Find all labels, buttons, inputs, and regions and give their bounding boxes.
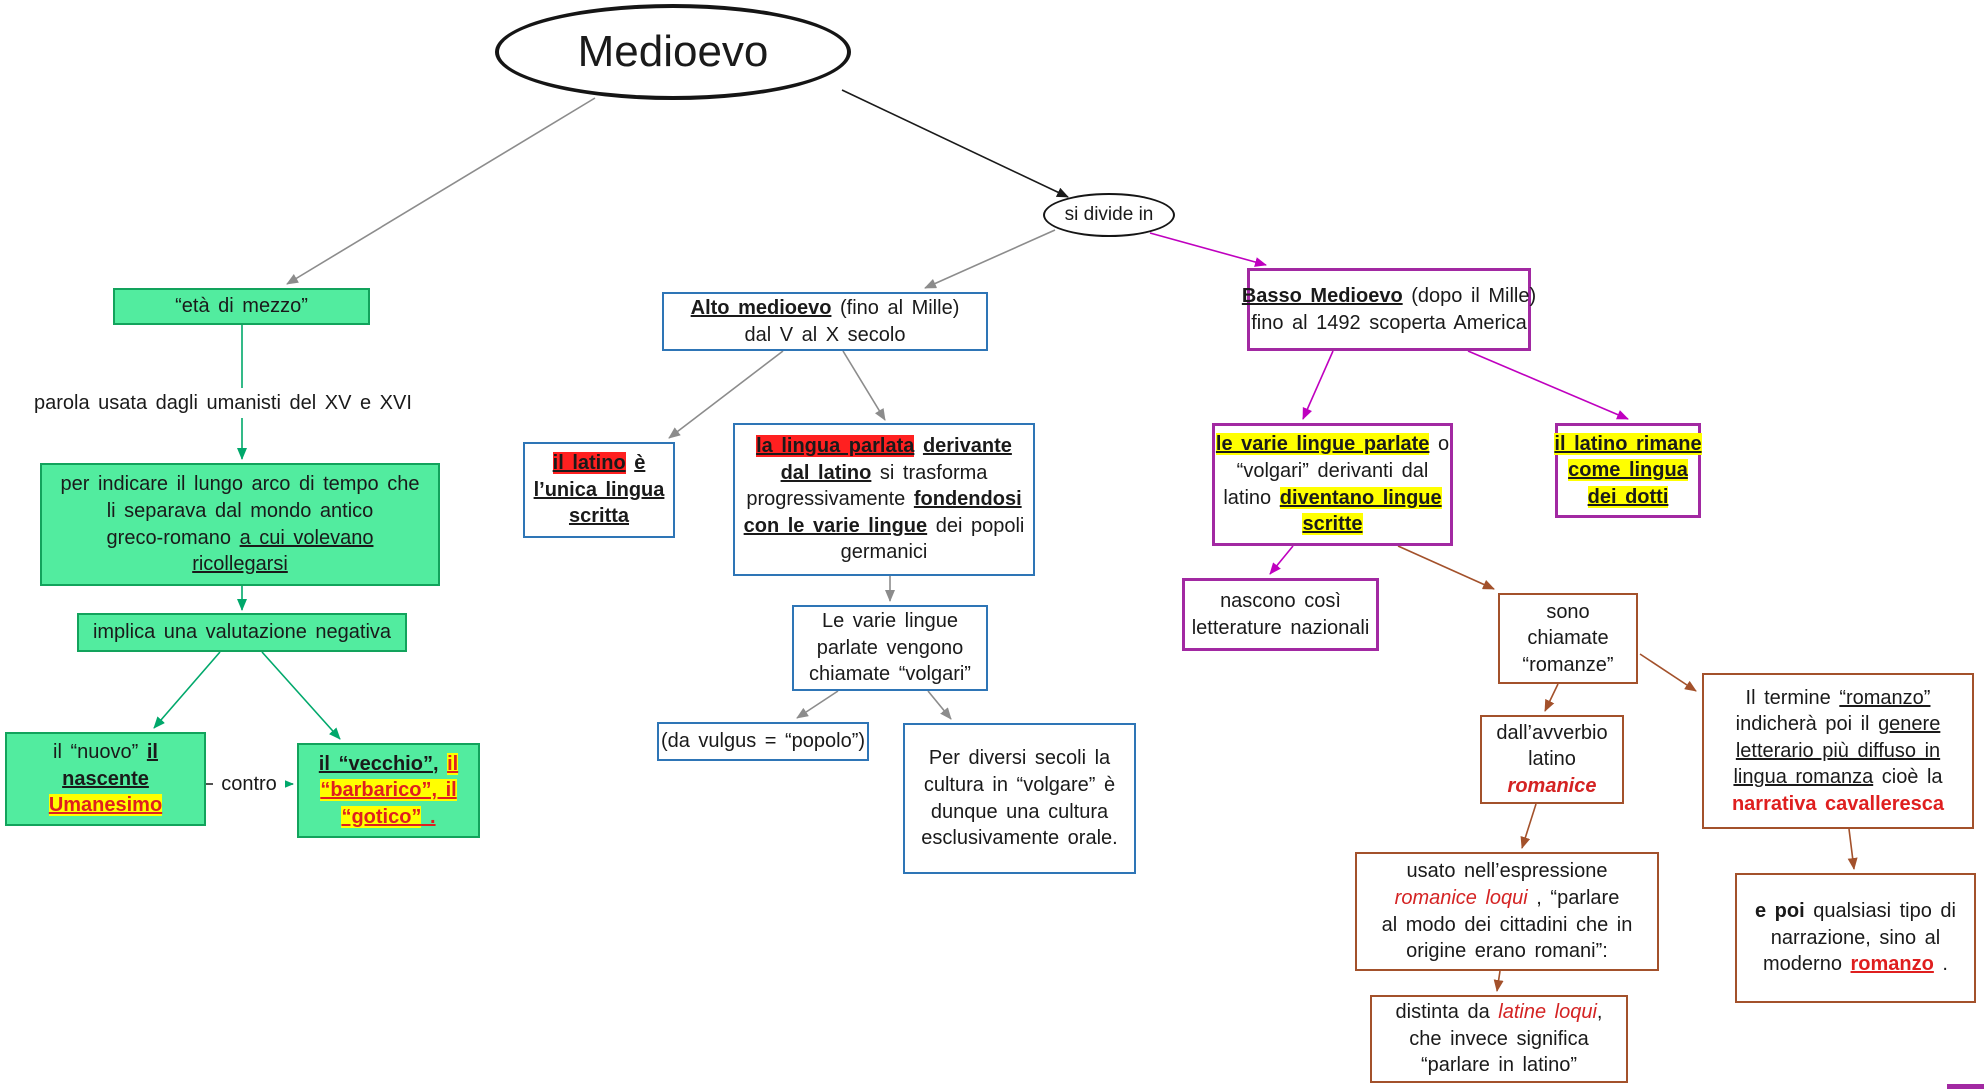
- text-segment: il: [447, 752, 459, 775]
- text-line: [1065, 202, 1154, 227]
- edge-alto-medioevo--la-lingua-parlata: [843, 351, 885, 420]
- node-il-vecchio-barbarico: [297, 743, 480, 838]
- text-line: [756, 433, 1012, 460]
- text-segment: scritte: [1302, 513, 1363, 536]
- text-line: [1223, 485, 1441, 512]
- text-segment: il “vecchio”,: [318, 752, 439, 775]
- text-segment: il latino rimane: [1554, 432, 1702, 455]
- text-segment: “romanze”: [1522, 653, 1614, 676]
- text-segment: “gotico”: [341, 805, 422, 828]
- node-dallavverbio-romanice: [1480, 715, 1624, 804]
- text-segment: contro: [221, 772, 277, 795]
- edge-si-divide-in--basso-medioevo: [1150, 233, 1266, 265]
- text-segment: narrazione, sino al: [1770, 926, 1941, 949]
- text-line: [1736, 711, 1941, 738]
- text-segment: “parlare in latino”: [1420, 1054, 1578, 1077]
- text-segment: lingua romanza: [1733, 766, 1874, 789]
- text-line: [1395, 885, 1620, 912]
- text-segment: (dopo il Mille): [1402, 284, 1537, 307]
- text-segment: scritta: [568, 505, 630, 528]
- text-segment: nascono così: [1220, 589, 1341, 612]
- text-segment: il latino: [552, 452, 626, 475]
- text-line: [175, 293, 308, 320]
- text-segment: .: [421, 805, 436, 828]
- text-line: [578, 23, 769, 82]
- text-line: [319, 751, 458, 778]
- text-line: [320, 777, 456, 804]
- text-line: [49, 792, 162, 819]
- text-segment: ricollegarsi: [192, 553, 288, 576]
- text-line: [569, 503, 629, 530]
- text-line: [93, 619, 391, 646]
- text-segment: Basso Medioevo: [1241, 284, 1403, 307]
- text-line: [1406, 938, 1608, 965]
- text-line: [1528, 746, 1576, 773]
- text-segment: Umanesimo: [48, 794, 163, 817]
- text-segment: le varie lingue parlate: [1215, 433, 1430, 456]
- node-la-lingua-parlata: [733, 423, 1035, 576]
- text-line: [1554, 431, 1701, 458]
- text-segment: è: [634, 452, 646, 475]
- node-per-diversi-secoli: [903, 723, 1136, 874]
- text-segment: l’unica lingua: [533, 478, 665, 501]
- node-alto-medioevo: [662, 292, 988, 351]
- text-line: [1733, 764, 1942, 791]
- text-segment: , “parlare: [1527, 886, 1620, 909]
- text-segment: ,: [1596, 1001, 1603, 1024]
- node-per-indicare: [40, 463, 440, 586]
- text-segment: dal latino: [780, 461, 872, 484]
- text-line: [107, 525, 374, 552]
- edge-dallavverbio--usato: [1522, 804, 1536, 848]
- text-line: [781, 460, 988, 487]
- text-segment: il “nuovo”: [53, 741, 147, 764]
- node-nascono-letterature: [1182, 578, 1379, 651]
- ellipse-si-divide-in: [1043, 193, 1175, 237]
- text-line: [1763, 951, 1948, 978]
- text-segment: si divide in: [1064, 204, 1154, 226]
- text-segment: e poi: [1755, 900, 1805, 923]
- node-eta-di-mezzo: [113, 288, 370, 325]
- text-segment: “barbarico”, il: [320, 779, 457, 802]
- edge-le-varie-lingue--per-diversi: [928, 691, 951, 719]
- text-segment: dei popoli: [927, 514, 1025, 537]
- text-segment: chiamate “volgari”: [809, 663, 971, 686]
- text-segment: dei dotti: [1587, 485, 1669, 508]
- text-line: [341, 804, 435, 831]
- text-segment: “romanzo”: [1839, 686, 1931, 709]
- text-line: [661, 728, 865, 755]
- text-segment: nascente: [62, 767, 149, 790]
- node-il-termine-romanzo: [1702, 673, 1974, 829]
- text-segment: fondendosi: [913, 488, 1022, 511]
- edge-le-varie-lingue--da-vulgus: [797, 691, 838, 718]
- node-basso-medioevo: [1241, 268, 1537, 351]
- text-line: [1220, 588, 1341, 615]
- text-segment: [626, 452, 635, 474]
- edge-le-varie-parlate--sono-chiamate: [1398, 546, 1494, 589]
- text-segment: a cui volevano: [239, 526, 374, 549]
- cutoff-box-fragment: [1947, 1084, 1984, 1089]
- text-line: [61, 471, 420, 498]
- text-segment: derivante: [922, 435, 1012, 458]
- text-line: [1527, 625, 1608, 652]
- text-segment: usato nell’espressione: [1406, 860, 1608, 883]
- edge-si-divide-in--alto-medioevo: [925, 230, 1055, 288]
- text-line: [1407, 858, 1608, 885]
- edge-implica--il-vecchio: [262, 652, 340, 739]
- text-segment: indicherà poi il: [1735, 713, 1879, 736]
- node-le-varie-lingue-volgari: [792, 605, 988, 691]
- ellipse-medioevo: [495, 4, 851, 100]
- text-line: [107, 498, 374, 525]
- text-segment: dall’avverbio: [1496, 721, 1608, 744]
- node-le-varie-lingue-parlate: [1212, 423, 1453, 546]
- text-line: [1771, 925, 1940, 952]
- text-line: [192, 551, 288, 578]
- text-line: [921, 825, 1117, 852]
- text-line: [1237, 458, 1429, 485]
- text-line: [1242, 283, 1536, 310]
- text-line: [1396, 999, 1603, 1026]
- text-segment: [914, 435, 923, 457]
- text-segment: la lingua parlata: [756, 435, 915, 458]
- node-usato-romanice-loqui: [1355, 852, 1659, 971]
- text-segment: cioè la: [1873, 766, 1943, 789]
- text-segment: chiamate: [1527, 627, 1609, 650]
- node-il-nuovo-umanesimo: [5, 732, 206, 826]
- text-line: [1192, 615, 1370, 642]
- text-line: [534, 477, 665, 504]
- text-line: [841, 539, 928, 566]
- text-segment: romanice: [1507, 774, 1597, 797]
- text-segment: latine loqui: [1498, 1001, 1597, 1024]
- text-segment: letterature nazionali: [1191, 616, 1370, 639]
- text-segment: “volgari” derivanti dal: [1236, 459, 1429, 482]
- edge-implica--il-nuovo: [154, 652, 220, 728]
- text-line: [744, 513, 1025, 540]
- text-segment: parola usata dagli umanisti del XV e XVI: [34, 391, 412, 414]
- text-line: [691, 295, 960, 322]
- text-segment: dal V al X secolo: [744, 323, 906, 346]
- text-line: [931, 799, 1108, 826]
- edge-medioevo--eta-di-mezzo: [287, 98, 595, 284]
- text-line: [1216, 431, 1449, 458]
- text-segment: per indicare il lungo arco di tempo che: [60, 473, 420, 496]
- edge-medioevo--si-divide-in: [842, 90, 1068, 197]
- text-segment: (da vulgus = “popolo”): [660, 730, 866, 753]
- text-segment: latino: [1223, 486, 1280, 509]
- text-segment: cultura in “volgare” è: [923, 773, 1116, 796]
- text-segment: greco-romano: [106, 526, 240, 549]
- text-segment: distinta da: [1395, 1001, 1499, 1024]
- edge-sono-chiamate--il-termine: [1640, 654, 1696, 691]
- text-line: [817, 635, 963, 662]
- text-segment: letterario più diffuso in: [1735, 739, 1941, 762]
- text-segment: come lingua: [1568, 459, 1688, 482]
- text-line: [1588, 484, 1669, 511]
- text-segment: dunque una cultura: [930, 800, 1109, 823]
- text-line: [53, 739, 158, 766]
- text-line: [822, 608, 958, 635]
- text-segment: Per diversi secoli la: [928, 747, 1111, 770]
- text-segment: romanzo: [1850, 953, 1934, 976]
- text-segment: che invece significa: [1409, 1027, 1589, 1050]
- node-distinta-latine-loqui: [1370, 995, 1628, 1083]
- edge-usato--distinta: [1497, 971, 1500, 991]
- text-line: [1755, 898, 1956, 925]
- text-segment: romanice loqui: [1394, 886, 1528, 909]
- node-sono-chiamate-romanze: [1498, 593, 1638, 684]
- text-segment: .: [1933, 953, 1948, 976]
- text-segment: li separava dal mondo antico: [106, 499, 374, 522]
- text-line: [1496, 720, 1607, 747]
- text-segment: “età di mezzo”: [175, 295, 308, 318]
- text-line: [746, 486, 1021, 513]
- text-segment: (fino al Mille): [831, 296, 960, 319]
- label-contro: [213, 770, 285, 798]
- node-e-poi-romanzo: [1735, 873, 1976, 1003]
- text-segment: genere: [1878, 713, 1941, 736]
- node-il-latino-unica-lingua: [523, 442, 675, 538]
- text-line: [62, 766, 149, 793]
- node-da-vulgus: [657, 722, 869, 761]
- text-segment: progressivamente: [746, 488, 914, 511]
- text-parola-usata: [30, 388, 450, 418]
- node-il-latino-rimane: [1555, 423, 1701, 518]
- text-line: [809, 661, 971, 688]
- node-implica-valutazione: [77, 613, 407, 652]
- text-line: [1382, 912, 1633, 939]
- text-segment: con le varie lingue: [743, 514, 928, 537]
- text-line: [221, 771, 277, 798]
- text-segment: parlate vengono: [816, 636, 964, 659]
- text-line: [1508, 773, 1597, 800]
- text-segment: implica una valutazione negativa: [92, 621, 392, 644]
- edge-le-varie-parlate--nascono: [1270, 546, 1293, 574]
- text-line: [1251, 310, 1527, 337]
- text-line: [1522, 652, 1613, 679]
- edge-sono-chiamate--dallavverbio: [1545, 684, 1558, 711]
- text-segment: fino al 1492 scoperta America: [1251, 311, 1527, 334]
- text-line: [1568, 457, 1688, 484]
- text-segment: esclusivamente orale.: [921, 827, 1118, 850]
- text-segment: o: [1429, 433, 1450, 456]
- text-line: [553, 450, 646, 477]
- edge-il-termine--e-poi: [1849, 829, 1854, 869]
- text-segment: narrativa cavalleresca: [1731, 792, 1945, 815]
- text-line: [1732, 791, 1944, 818]
- text-segment: qualsiasi tipo di: [1804, 900, 1956, 923]
- edge-basso-medioevo--il-latino-rimane: [1468, 351, 1628, 419]
- text-line: [929, 745, 1110, 772]
- text-segment: Le varie lingue: [821, 610, 959, 633]
- text-segment: origine erano romani”:: [1406, 940, 1608, 963]
- text-line: [745, 322, 906, 349]
- text-line: [924, 772, 1115, 799]
- text-line: [1421, 1052, 1577, 1079]
- edge-basso-medioevo--le-varie-parlate: [1303, 351, 1333, 419]
- text-segment: germanici: [840, 541, 928, 564]
- text-segment: moderno: [1763, 953, 1851, 976]
- text-line: [34, 390, 412, 417]
- text-segment: al modo dei cittadini che in: [1381, 913, 1633, 936]
- text-segment: sono: [1546, 600, 1590, 623]
- text-segment: si trasforma: [871, 461, 988, 484]
- text-line: [1302, 511, 1362, 538]
- text-segment: Il termine: [1745, 686, 1840, 709]
- text-segment: Alto medioevo: [690, 296, 832, 319]
- text-segment: [439, 753, 448, 775]
- text-segment: latino: [1528, 748, 1576, 771]
- text-segment: diventano lingue: [1279, 486, 1442, 509]
- text-segment: Medioevo: [577, 26, 769, 76]
- text-line: [1736, 738, 1940, 765]
- text-segment: il: [146, 741, 158, 764]
- text-line: [1409, 1026, 1588, 1053]
- text-line: [1746, 685, 1931, 712]
- text-line: [1546, 599, 1589, 626]
